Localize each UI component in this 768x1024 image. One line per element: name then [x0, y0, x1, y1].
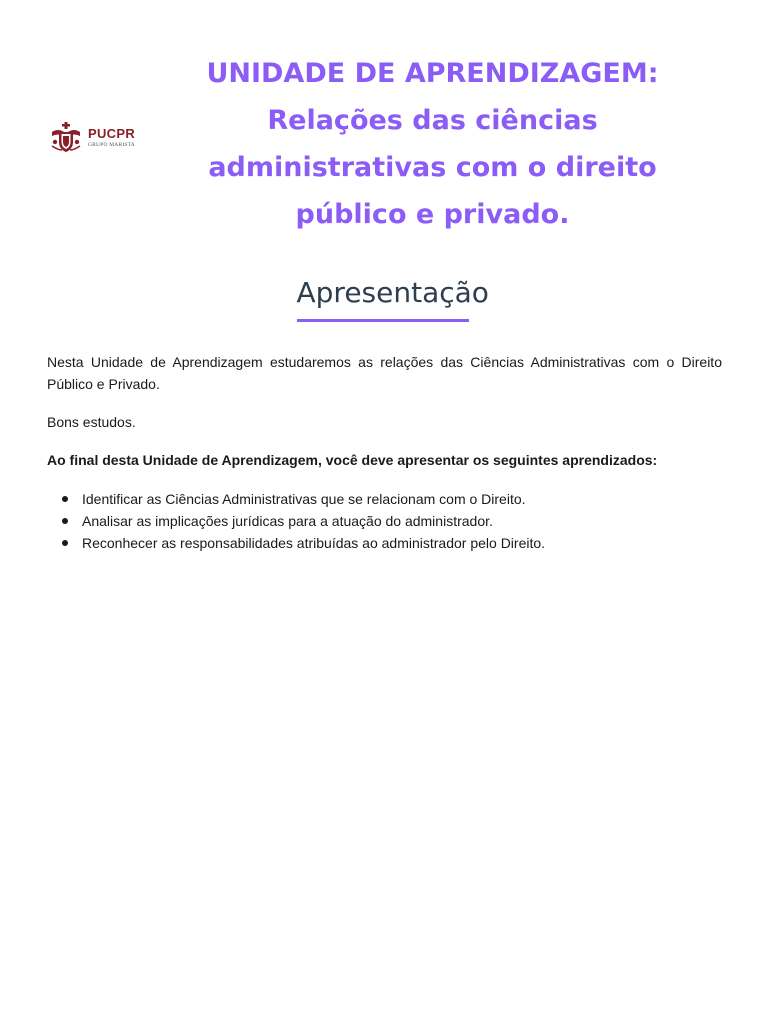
title-line-1: UNIDADE DE APRENDIZAGEM: — [206, 58, 659, 89]
title-line-2: Relações das ciências — [267, 105, 598, 136]
list-item: Analisar as implicações jurídicas para a atuação do administrador. — [62, 510, 722, 532]
intro-paragraph: Nesta Unidade de Aprendizagem estudaremos as relações das Ciências Administrativas com o Direito Público e Privado. — [47, 354, 722, 392]
section-heading: Apresentação — [297, 275, 469, 322]
objectives-heading: Ao final desta Unidade de Aprendizagem, você deve apresentar os seguintes aprendizados: — [47, 452, 658, 468]
main-content — [47, 351, 722, 554]
pucpr-logo — [48, 120, 148, 156]
logo-name: PUCPR — [88, 126, 136, 142]
list-item: Reconhecer as responsabilidades atribuídas ao administrador pelo Direito. — [62, 532, 722, 554]
title-line-3: administrativas com o direito — [208, 152, 657, 183]
logo-text — [88, 127, 135, 149]
logo-subtitle: GRUPO MARISTA — [88, 142, 135, 149]
pucpr-emblem-icon — [48, 120, 84, 156]
objectives-list — [62, 488, 722, 554]
list-item: Identificar as Ciências Administrativas que se relacionam com o Direito. — [62, 488, 722, 510]
unit-title — [180, 50, 685, 238]
page-header — [0, 50, 768, 230]
section-heading-container — [0, 275, 768, 322]
greeting-paragraph: Bons estudos. — [47, 414, 136, 430]
title-line-4: público e privado. — [295, 199, 570, 230]
